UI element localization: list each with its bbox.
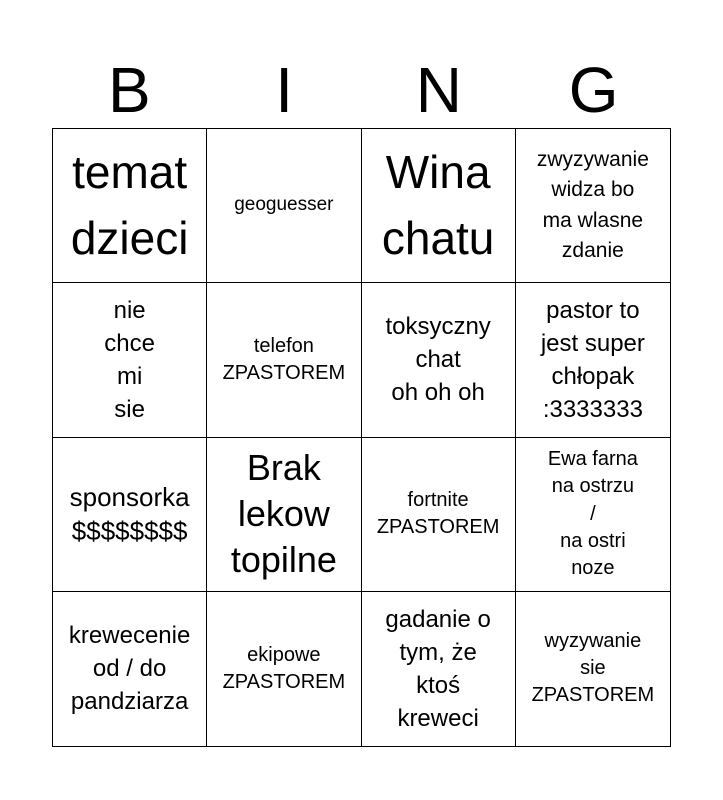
cell-text: zwyzywanie widza bo ma wlasne zdanie	[536, 147, 649, 263]
cell-text: fortnite ZPASTOREM	[376, 488, 500, 539]
bingo-cell-r4c4[interactable]	[516, 592, 670, 746]
bingo-cell-r4c3[interactable]	[362, 592, 516, 746]
bingo-cell-r2c3[interactable]	[362, 283, 516, 437]
cell-text: toksyczny chat oh oh oh	[385, 313, 491, 407]
bingo-cell-r2c2[interactable]	[207, 283, 361, 437]
bingo-cell-r1c1[interactable]	[53, 129, 207, 283]
bingo-cell-r3c4[interactable]	[516, 438, 670, 592]
bingo-cell-r1c2[interactable]	[207, 129, 361, 283]
header-letter-g: G	[568, 54, 619, 126]
bingo-cell-r4c2[interactable]	[207, 592, 361, 746]
cell-text: sponsorka $$$$$$$$	[69, 481, 190, 547]
cell-text: Wina chatu	[381, 146, 495, 264]
bingo-cell-r3c1[interactable]	[53, 438, 207, 592]
bingo-board	[52, 128, 671, 747]
header-letter-n: N	[415, 54, 462, 126]
cell-text: ekipowe ZPASTOREM	[222, 643, 346, 693]
bingo-cell-r3c3[interactable]	[362, 438, 516, 592]
cell-text: gadanie o tym, że ktoś kreweci	[385, 605, 491, 732]
bingo-cell-r2c1[interactable]	[53, 283, 207, 437]
bingo-cell-r1c3[interactable]	[362, 129, 516, 283]
cell-text: temat dzieci	[70, 146, 189, 264]
bingo-cell-r3c2[interactable]	[207, 438, 361, 592]
bingo-cell-r1c4[interactable]	[516, 129, 670, 283]
bingo-cell-r2c4[interactable]	[516, 283, 670, 437]
cell-text: wyzywanie sie ZPASTOREM	[531, 630, 655, 707]
cell-text: krewecenie od / do pandziarza	[68, 622, 191, 716]
bingo-header	[52, 52, 671, 128]
cell-text: telefon ZPASTOREM	[222, 334, 346, 384]
cell-text: nie chce mi sie	[104, 296, 155, 423]
cell-text: geoguesser	[234, 194, 334, 216]
cell-text: Brak lekow topilne	[230, 447, 337, 581]
bingo-cell-r4c1[interactable]	[53, 592, 207, 746]
header-letter-b: B	[108, 54, 151, 126]
header-letter-i: I	[275, 54, 294, 126]
cell-text: Ewa farna na ostrzu / na ostri noze	[547, 448, 638, 579]
cell-text: pastor to jest super chłopak :3333333	[540, 296, 645, 423]
